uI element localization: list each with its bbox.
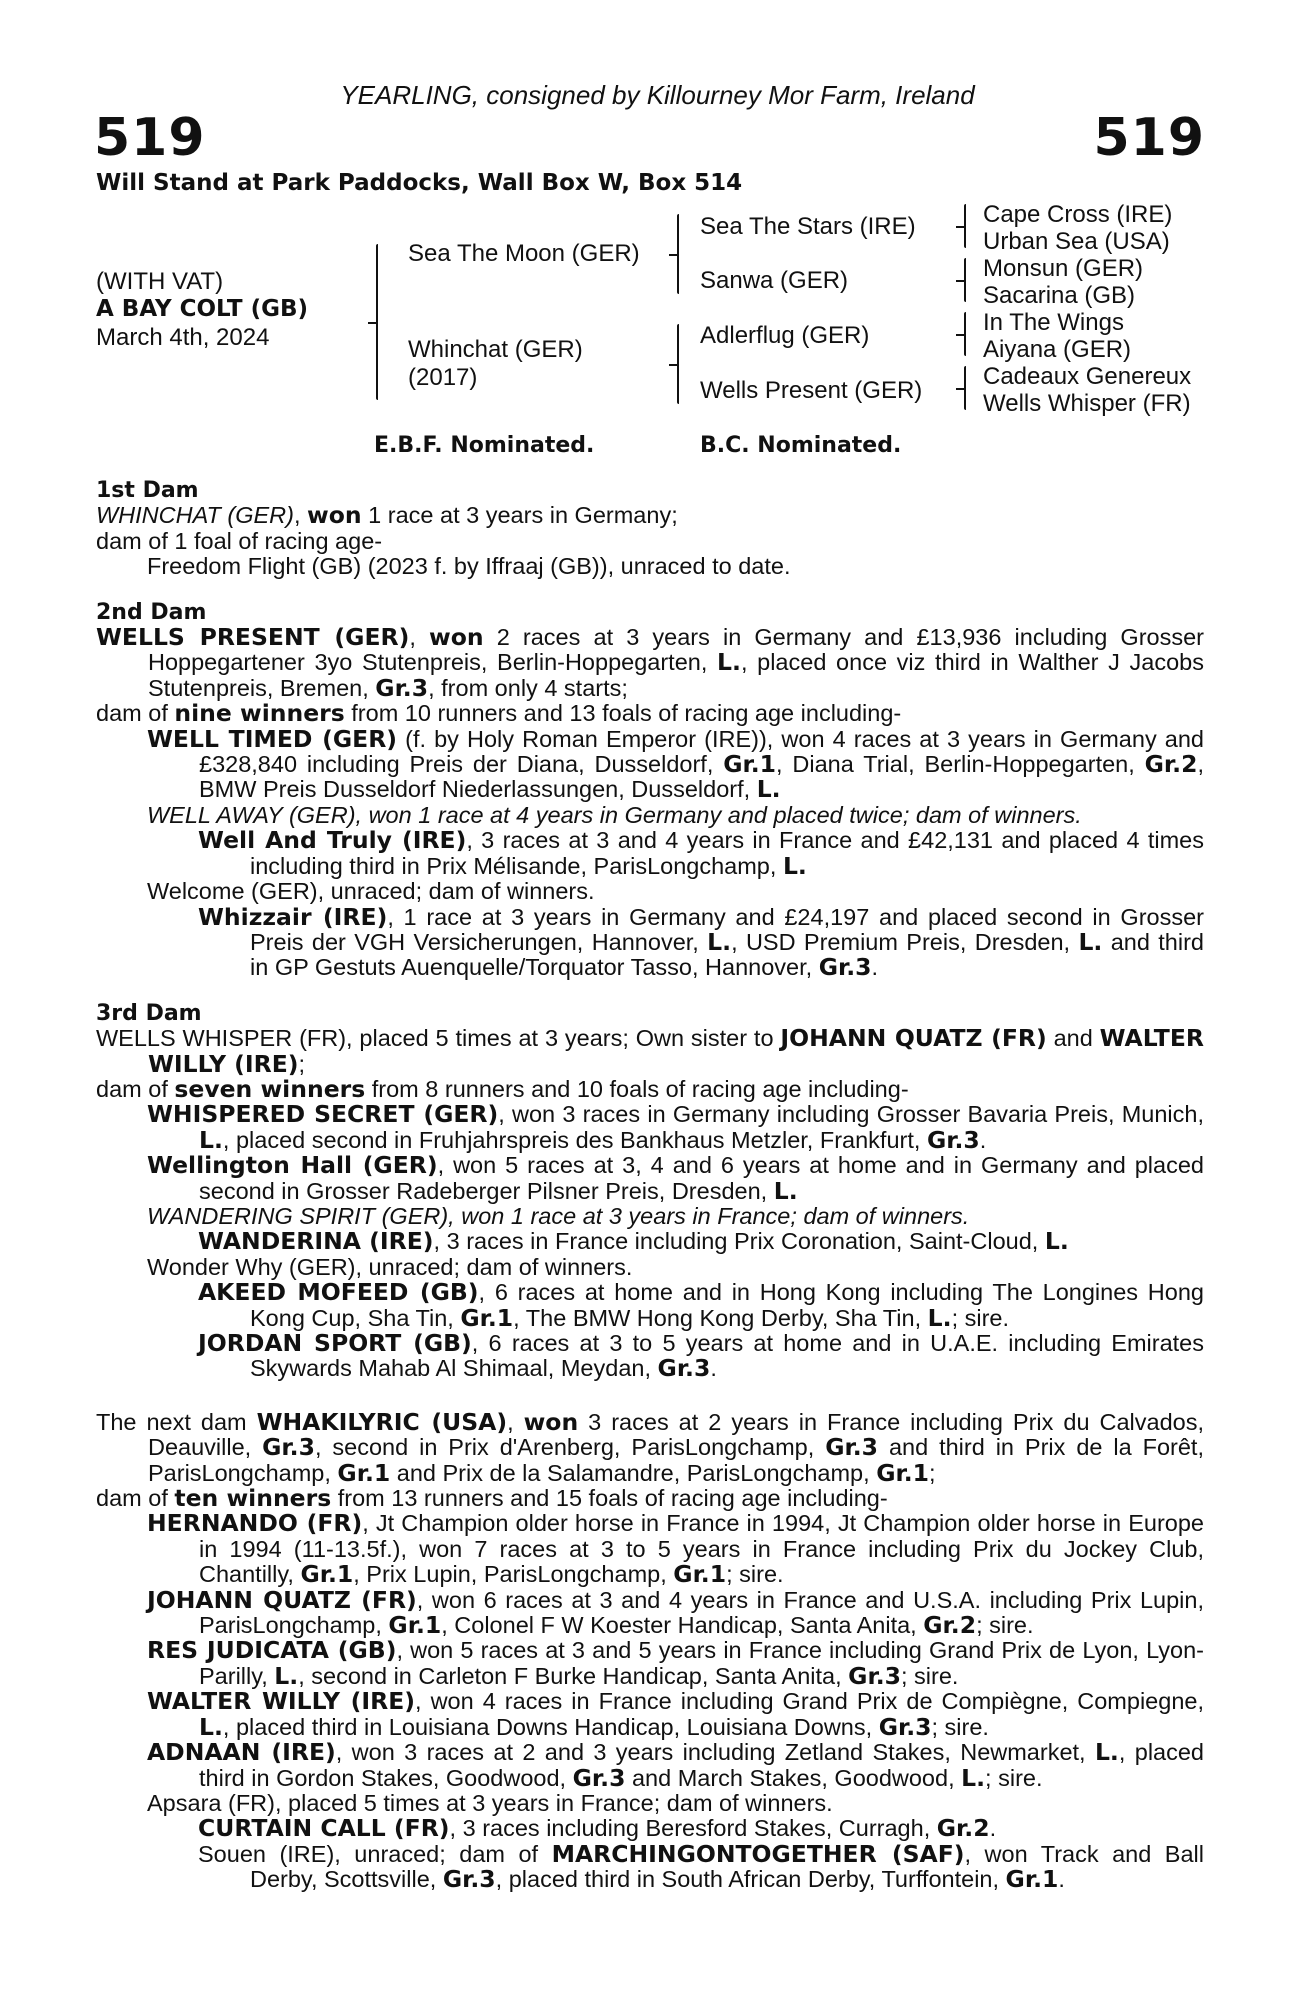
list-item: WANDERING SPIRIT (GER), won 1 race at 3 years in France; dam of winners. [147,1202,970,1229]
third-dam-produce-line: dam of seven winners from 8 runners and 10 foals of racing age including- [96,1074,909,1103]
stand-location: Will Stand at Park Paddocks, Wall Box W, Box 514 [96,170,743,196]
list-item: Wellington Hall (GER), won 5 races at 3, 4 and 6 years at home and in Germany and placed second in Grosser Radeberger Pilsner Preis, Dresden, L. [147,1151,1204,1205]
foaling-date: March 4th, 2024 [96,324,270,351]
gg-4: Sacarina (GB) [983,282,1136,309]
list-item: RES JUDICATA (GB), won 5 races at 3 and 5 years in France including Grand Prix de Lyon, Lyon-Parilly, L., second in Carleton F Burke Handicap, Santa Anita, Gr.3; sire. [147,1636,1204,1690]
consignment-line: YEARLING, consigned by Killourney Mor Farm, Ireland [340,80,975,110]
list-item: Wonder Why (GER), unraced; dam of winners. [147,1253,633,1280]
list-item: WHISPERED SECRET (GER), won 3 races in Germany including Grosser Bavaria Preis, Munich, L., placed second in Fruhjahrspreis des Bankhaus Metzler, Frankfurt, Gr.3. [147,1100,1204,1154]
gg-6: Aiyana (GER) [983,336,1132,363]
vat-note: (WITH VAT) [96,268,224,295]
second-dam-name: WELLS PRESENT (GER) [96,623,410,652]
list-item: Whizzair (IRE), 1 race at 3 years in Germany and £24,197 and placed second in Grosser Preis der VGH Versicherungen, Hannover, L., USD Premium Preis, Dresden, L. and third in GP Gestuts Auenquelle/Torquator Tasso, Hannover, Gr.3. [198,902,1204,982]
dam-dam: Wells Present (GER) [700,377,923,404]
brace-dam-parents [677,324,679,404]
first-dam-name: WHINCHAT (GER) [96,502,294,529]
horse-name: A BAY COLT (GB) [96,296,309,322]
list-item: WELL TIMED (GER) (f. by Holy Roman Emperor (IRE)), won 4 races at 3 years in Germany and £328,840 including Preis der Diana, Dusseldorf, Gr.1, Diana Trial, Berlin-Hoppegarten, Gr.2, BMW Preis Dusseldorf Niederlassungen, Dusseldorf, L. [147,724,1204,804]
second-dam-title: 2nd Dam [96,599,207,625]
list-item: Freedom Flight (GB) (2023 f. by Iffraaj (GB)), unraced to date. [147,553,791,580]
list-item: Souen (IRE), unraced; dam of MARCHINGONTOGETHER (SAF), won Track and Ball Derby, Scottsville, Gr.3, placed third in South African Derby, Turffontein, Gr.1. [198,1839,1204,1894]
brace-sire-dam [376,244,378,400]
list-item: CURTAIN CALL (FR), 3 races including Beresford Stakes, Curragh, Gr.2. [198,1814,997,1843]
third-dam-title: 3rd Dam [96,1000,202,1026]
sire: Sea The Moon (GER) [408,240,640,267]
bc-nomination: B.C. Nominated. [700,433,902,458]
dam-sire: Adlerflug (GER) [700,322,870,349]
list-item: JORDAN SPORT (GB), 6 races at 3 to 5 years at home and in U.A.E. including Emirates Skywards Mahab Al Shimaal, Meydan, Gr.3. [198,1329,1204,1383]
next-dam-record: The next dam WHAKILYRIC (USA), won 3 races at 2 years in France including Prix du Calvados, Deauville, Gr.3, second in Prix d'Arenberg, ParisLongchamp, Gr.3 and third in Prix de la Forêt, ParisLongchamp, Gr.1 and Prix de la Salamandre, ParisLongchamp, Gr.1; [96,1407,1205,1487]
gg-5: In The Wings [983,309,1124,336]
list-item: Apsara (FR), placed 5 times at 3 years in France; dam of winners. [147,1789,833,1816]
list-item: ADNAAN (IRE), won 3 races at 2 and 3 years including Zetland Stakes, Newmarket, L., placed third in Gordon Stakes, Goodwood, Gr.3 and March Stakes, Goodwood, L.; sire. [147,1738,1204,1792]
list-item: Well And Truly (IRE), 3 races at 3 and 4 years in France and £42,131 and placed 4 times including third in Prix Mélisande, ParisLongchamp, L. [198,826,1204,880]
first-dam-record: WHINCHAT (GER), won 1 race at 3 years in Germany; [96,501,678,530]
brace-g1 [964,204,966,248]
gg-1: Cape Cross (IRE) [983,201,1173,228]
gg-8: Wells Whisper (FR) [983,390,1191,417]
list-item: WELL AWAY (GER), won 1 race at 4 years in Germany and placed twice; dam of winners. [147,801,1082,828]
gg-2: Urban Sea (USA) [983,228,1170,255]
dam: Whinchat (GER) [408,336,583,363]
gg-7: Cadeaux Genereux [983,363,1192,390]
sire-dam: Sanwa (GER) [700,267,849,294]
next-dam-produce-line: dam of ten winners from 13 runners and 15 foals of racing age including- [96,1484,888,1513]
gg-3: Monsun (GER) [983,255,1144,282]
first-dam-title: 1st Dam [96,478,199,503]
brace-g2 [964,258,966,302]
lot-number-left: 519 [94,108,206,168]
list-item: Welcome (GER), unraced; dam of winners. [147,878,595,905]
sire-sire: Sea The Stars (IRE) [700,213,916,240]
second-dam-record: WELLS PRESENT (GER), won 2 races at 3 years in Germany and £13,936 including Grosser Hoppegartener 3yo Stutenpreis, Berlin-Hoppegarten, L., placed once viz third in Walther J Jacobs Stutenpreis, Bremen, Gr.3, from only 4 starts; [96,623,1205,702]
list-item: AKEED MOFEED (GB), 6 races at home and in Hong Kong including The Longines Hong Kong Cup, Sha Tin, Gr.1, The BMW Hong Kong Derby, Sha Tin, L.; sire. [198,1278,1204,1332]
list-item: WANDERINA (IRE), 3 races in France including Prix Coronation, Saint-Cloud, L. [198,1227,1069,1256]
list-item: JOHANN QUATZ (FR), won 6 races at 3 and 4 years in France and U.S.A. including Prix Lupin, ParisLongchamp, Gr.1, Colonel F W Koester Handicap, Santa Anita, Gr.2; sire. [147,1585,1205,1640]
list-item: HERNANDO (FR), Jt Champion older horse in France in 1994, Jt Champion older horse in Europe in 1994 (11-13.5f.), won 7 races at 3 to 5 years in France including Prix du Jockey Club, Chantilly, Gr.1, Prix Lupin, ParisLongchamp, Gr.1; sire. [147,1509,1204,1589]
catalogue-body [96,478,1204,1893]
brace-g4 [964,366,966,410]
second-dam-produce-line: dam of nine winners from 10 runners and 13 foals of racing age including- [96,699,902,728]
dam-year: (2017) [408,364,478,391]
brace-g3 [964,312,966,356]
third-dam-record: WELLS WHISPER (FR), placed 5 times at 3 years; Own sister to JOHANN QUATZ (FR) and WALTER WILLY (IRE); [96,1024,1204,1078]
first-dam-produce-line: dam of 1 foal of racing age- [96,527,383,554]
list-item: WALTER WILLY (IRE), won 4 races in France including Grand Prix de Compiègne, Compiegne, L., placed third in Louisiana Downs Handicap, Louisiana Downs, Gr.3; sire. [147,1687,1204,1741]
brace-sire-parents [677,214,679,294]
lot-number-right: 519 [1093,108,1205,168]
section-gap [96,1382,1204,1410]
ebf-nomination: E.B.F. Nominated. [374,433,595,458]
